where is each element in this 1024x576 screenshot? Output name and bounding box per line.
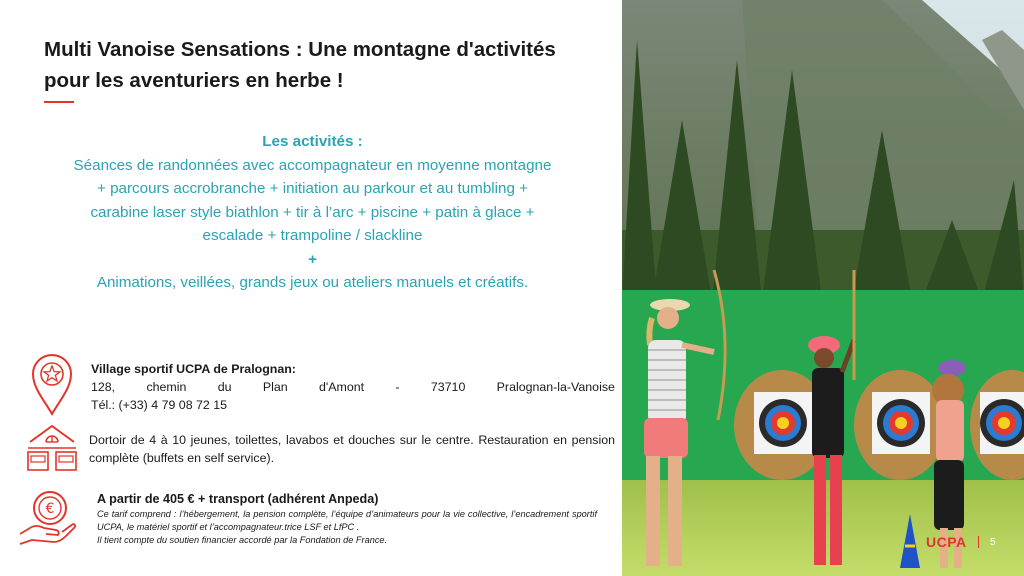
price-title: A partir de 405 € + transport (adhérent Anpeda) [97,492,379,506]
price-note: Ce tarif comprend : l’hébergement, la pension complète, l’équipe d’animateurs pour la vie collective, l’encadrement sportif UCPA, le matériel sportif et l’accompagnateur.trice LSF et LfPC . [97,509,597,532]
archery-photo [622,0,1024,576]
title-line-2: pour les aventuriers en herbe ! [44,69,344,92]
address-part: d'Amont [319,380,365,394]
activities-extra: Animations, veillées, grands jeux ou ateliers manuels et créatifs. [96,274,529,291]
ucpa-logo: UCPA [926,534,967,550]
logo-divider [978,536,979,548]
title-line-1: Multi Vanoise Sensations : Une montagne d'activités [44,38,556,61]
address-part: - [395,380,400,394]
address-part: 73710 [430,380,466,394]
hand-euro-coin-icon [16,488,80,548]
house-beds-icon [24,422,80,474]
address-phone: Tél.: (+33) 4 79 08 72 15 [91,398,228,412]
activity-line: + parcours accrobranche + initiation au parkour et au tumbling + [97,180,528,197]
address-part: chemin [146,380,187,394]
page-title [44,34,614,96]
activity-line: escalade + trampoline / slackline [202,227,423,244]
activity-line: carabine laser style biathlon + tir à l’arc + piscine + patin à glace + [90,203,535,221]
address-part: Plan [262,380,288,394]
activities-section [40,130,585,295]
svg-text:€: € [45,501,55,517]
map-pin-star-icon [30,352,74,416]
page-number: 5 [990,537,996,548]
address-part: du [217,380,232,394]
lodging-text: Dortoir de 4 à 10 jeunes, toilettes, lavabos et douches sur le centre. Restauration en pension complète (buffets en self service). [89,433,615,465]
price-block [97,490,597,547]
activity-line: Séances de randonnées avec accompagnateur en moyenne montagne [73,156,552,174]
address-part: 128, [91,380,116,394]
address-line [91,378,615,396]
address-part: Pralognan-la-Vanoise [496,380,615,394]
title-underline [44,101,74,103]
price-note-foundation: Il tient compte du soutien financier accordé par la Fondation de France. [97,535,388,545]
activities-plus: + [308,250,317,268]
activities-heading: Les activités : [262,133,363,150]
address-name: Village sportif UCPA de Pralognan: [91,362,296,376]
address-block [91,360,615,414]
